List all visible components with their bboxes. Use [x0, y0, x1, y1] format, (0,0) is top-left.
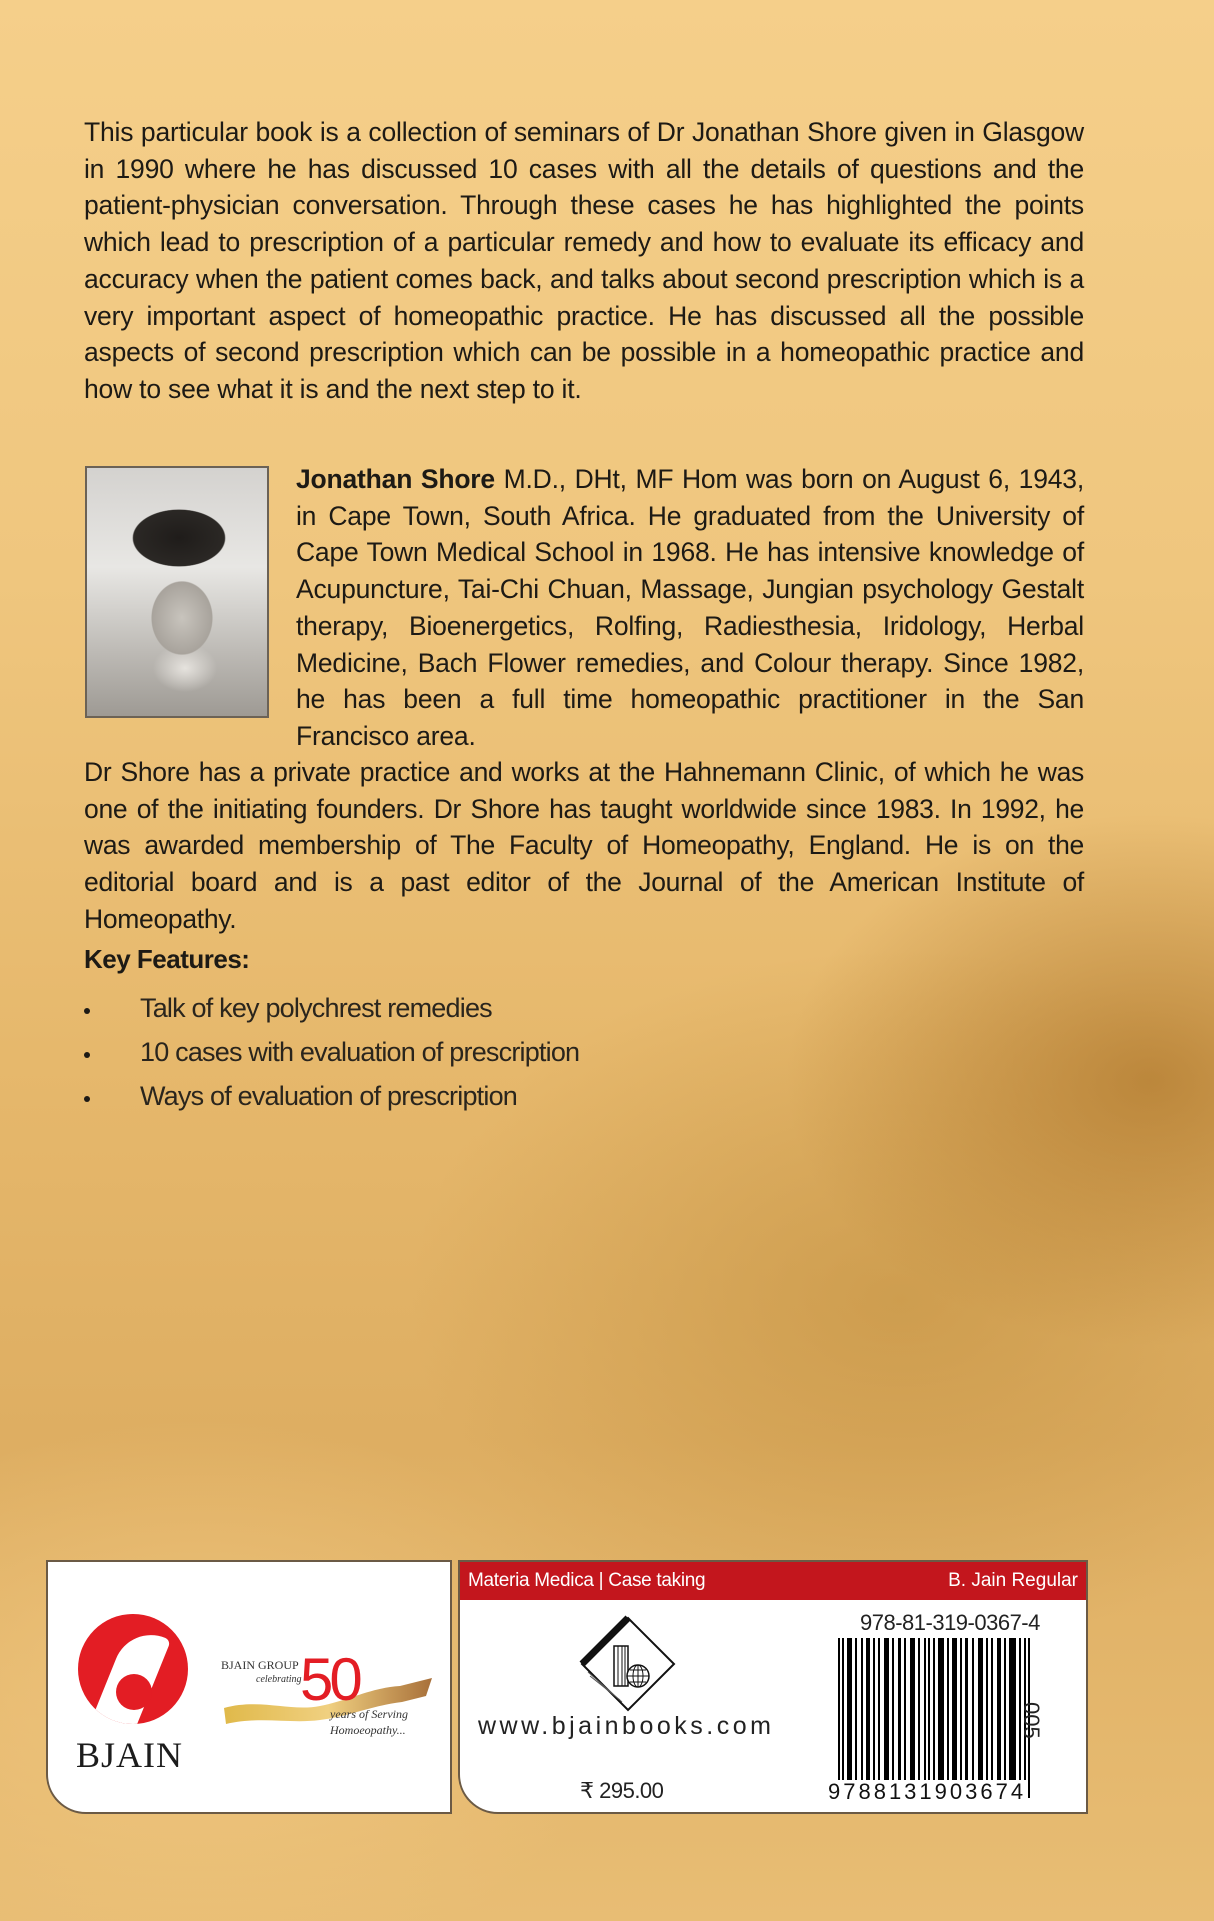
bullet-icon	[84, 1096, 90, 1102]
bjain-wordmark: BJAIN	[76, 1735, 184, 1775]
author-bio-text: M.D., DHt, MF Hom was born on August 6, 1943, in Cape Town, South Africa. He graduated from the University of Cape Town Medical School in 1968. He has intensive knowledge of Acupuncture, Tai-Chi Chuan, Massage, Jungian psychology Gestalt therapy, Bioenergetics, Rolfing, Radiesthesia, Iridology, Herbal Medicine, Bach Flower remedies, and Colour therapy. Since 1982, he has been a full time homeopathic practitioner in the San Francisco area.	[296, 464, 1084, 751]
tagline-line-2: Homoeopathy...	[330, 1723, 406, 1737]
category-bar	[460, 1562, 1086, 1600]
book-description: This particular book is a collection of seminars of Dr Jonathan Shore given in Glasgow in 1990 where he has discussed 10 cases with all the details of questions and the patient-physician conversation. Through these cases he has highlighted the points which lead to prescription of a particular remedy and how to evaluate its efficacy and accuracy when the patient comes back, and talks about second prescription which is a very important aspect of homeopathic practice. He has discussed all the possible aspects of second prescription which can be possible in a homeopathic practice and how to see what it is and the next step to it.	[84, 117, 1084, 404]
author-name: Jonathan Shore	[296, 464, 495, 494]
bullet-icon	[84, 1052, 90, 1058]
author-photo	[85, 466, 269, 718]
celebrating-text: celebrating	[256, 1674, 302, 1685]
key-features-list	[84, 986, 579, 1118]
key-features-title: Key Features:	[84, 944, 250, 974]
feature-text: Ways of evaluation of prescription	[140, 1081, 517, 1111]
series-label: B. Jain Regular	[948, 1570, 1078, 1591]
bjain-logo-icon	[78, 1614, 188, 1724]
bullet-icon	[84, 1008, 90, 1014]
author-bio-top	[296, 461, 1084, 755]
tagline	[330, 1706, 408, 1738]
barcode-digits: 9788131903674	[828, 1779, 1027, 1804]
list-item	[84, 986, 579, 1030]
anniversary-number: 50	[300, 1646, 359, 1713]
price-barcode-panel	[458, 1560, 1088, 1814]
feature-text: 10 cases with evaluation of prescription	[140, 1037, 580, 1067]
list-item	[84, 1030, 579, 1074]
group-text: BJAIN GROUP	[221, 1658, 299, 1672]
price: ₹ 295.00	[580, 1778, 664, 1803]
isbn: 978-81-319-0367-4	[860, 1610, 1040, 1635]
website-link[interactable]: www.bjainbooks.com	[478, 1712, 775, 1740]
barcode-icon	[838, 1638, 1038, 1798]
barcode-addon: 005	[1019, 1702, 1044, 1739]
author-bio-rest-text: Dr Shore has a private practice and works at the Hahnemann Clinic, of which he was one of the initiating founders. Dr Shore has taught worldwide since 1983. In 1992, he was awarded membership of The Faculty of Homeopathy, England. He is on the editorial board and is a past editor of the Journal of the American Institute of Homeopathy.	[84, 757, 1084, 934]
list-item	[84, 1074, 579, 1118]
category-label: Materia Medica | Case taking	[468, 1570, 706, 1591]
feature-text: Talk of key polychrest remedies	[140, 993, 492, 1023]
tagline-line-1: years of Serving	[330, 1707, 408, 1721]
author-bio-rest	[84, 754, 1084, 938]
publisher-logo-panel	[46, 1560, 452, 1814]
book-globe-logo-icon	[578, 1614, 678, 1714]
